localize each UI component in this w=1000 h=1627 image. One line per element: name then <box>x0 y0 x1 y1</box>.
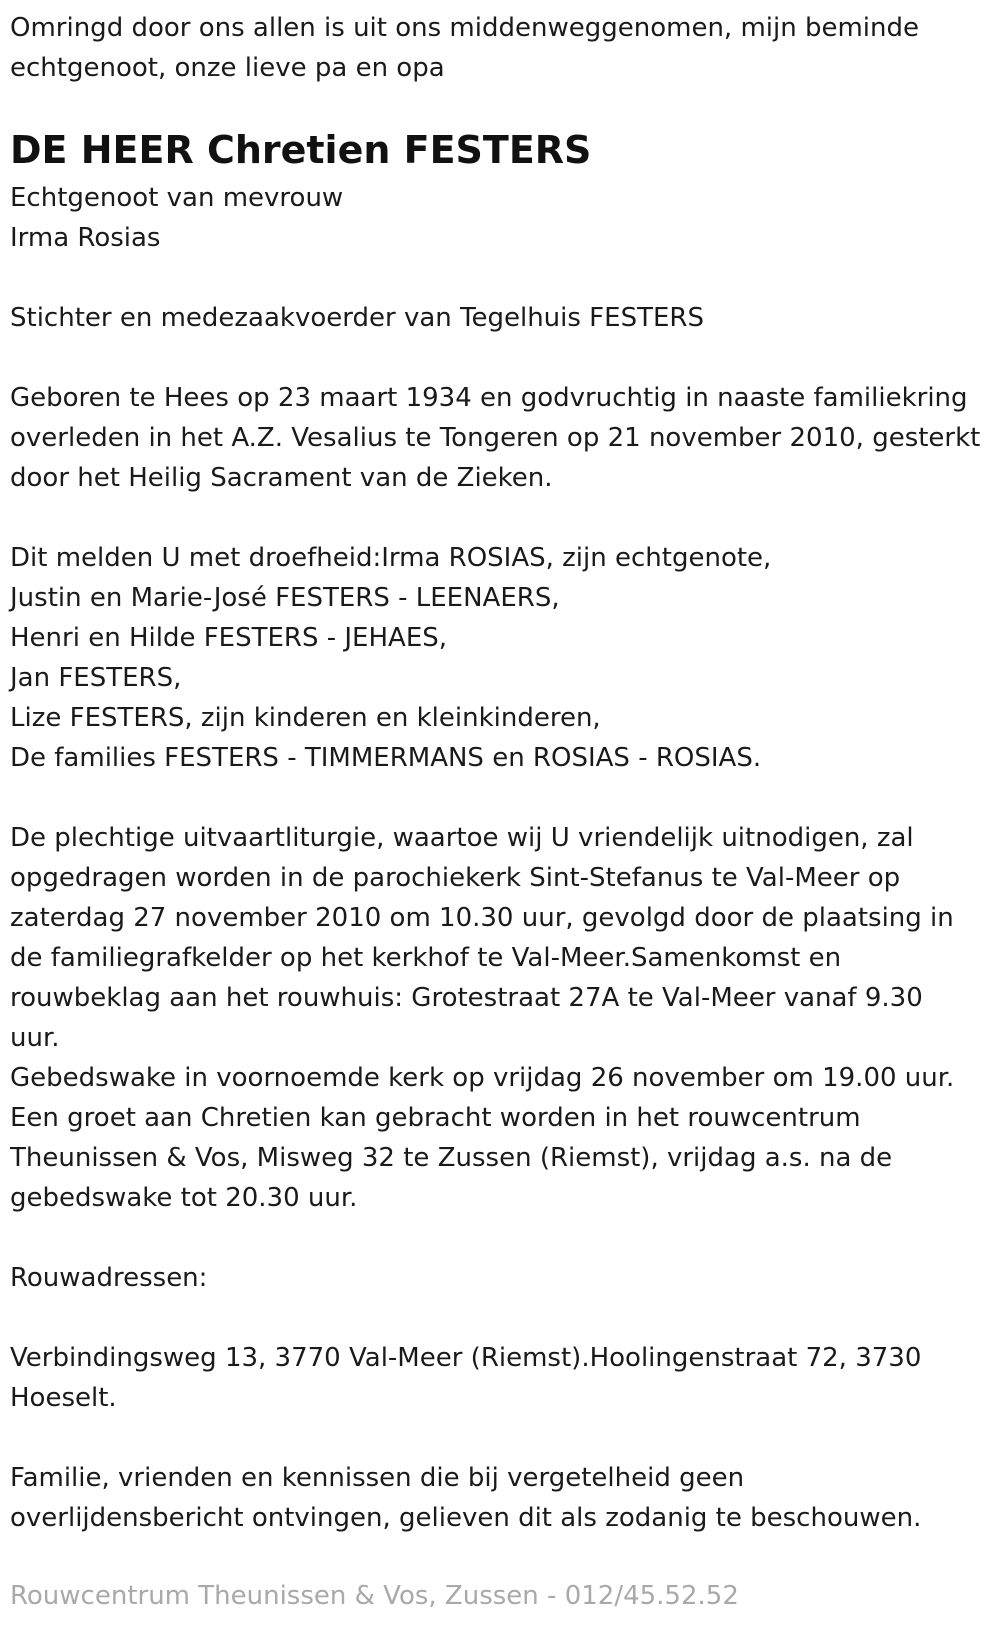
family-line: De families FESTERS - TIMMERMANS en ROSIAS - ROSIAS. <box>10 743 762 773</box>
intro-line: Omringd door ons allen is uit ons middenweggenomen, mijn beminde <box>10 13 919 43</box>
funeral-line: De plechtige uitvaartliturgie, waartoe wij U vriendelijk uitnodigen, zal <box>10 823 914 853</box>
spouse-line: Echtgenoot van mevrouw <box>10 183 344 213</box>
family-line: Henri en Hilde FESTERS - JEHAES, <box>10 623 448 653</box>
family-line: Lize FESTERS, zijn kinderen en kleinkinderen, <box>10 703 601 733</box>
funeral-line: de familiegrafkelder op het kerkhof te Val-Meer.Samenkomst en <box>10 943 842 973</box>
funeral-line: Theunissen & Vos, Misweg 32 te Zussen (Riemst), vrijdag a.s. na de <box>10 1143 893 1173</box>
funeral-line: uur. <box>10 1023 60 1053</box>
birth-death-line: overleden in het A.Z. Vesalius te Tongeren op 21 november 2010, gesterkt <box>10 423 981 453</box>
funeral-line: rouwbeklag aan het rouwhuis: Grotestraat 27A te Val-Meer vanaf 9.30 <box>10 983 923 1013</box>
family-section <box>10 538 990 778</box>
closing-section <box>10 1458 990 1538</box>
address-line: Verbindingsweg 13, 3770 Val-Meer (Riemst).Hoolingenstraat 72, 3730 <box>10 1343 922 1373</box>
funeral-line: Een groet aan Chretien kan gebracht worden in het rouwcentrum <box>10 1103 861 1133</box>
spouse-line: Irma Rosias <box>10 223 161 253</box>
family-line: Justin en Marie-José FESTERS - LEENAERS, <box>10 583 560 613</box>
address-line: Hoeselt. <box>10 1383 117 1413</box>
intro-section <box>10 8 990 88</box>
family-line: Dit melden U met droefheid:Irma ROSIAS, zijn echtgenote, <box>10 543 772 573</box>
funeral-line: zaterdag 27 november 2010 om 10.30 uur, gevolgd door de plaatsing in <box>10 903 954 933</box>
addresses-label: Rouwadressen: <box>10 1263 208 1293</box>
addresses-section <box>10 1338 990 1418</box>
closing-line: Familie, vrienden en kennissen die bij vergetelheid geen <box>10 1463 745 1493</box>
funeral-line: opgedragen worden in de parochiekerk Sint-Stefanus te Val-Meer op <box>10 863 901 893</box>
family-line: Jan FESTERS, <box>10 663 182 693</box>
birth-death-section <box>10 378 990 498</box>
funeral-line: Gebedswake in voornoemde kerk op vrijdag 26 november om 19.00 uur. <box>10 1063 955 1093</box>
funeral-line: gebedswake tot 20.30 uur. <box>10 1183 358 1213</box>
closing-line: overlijdensbericht ontvingen, gelieven dit als zodanig te beschouwen. <box>10 1503 922 1533</box>
occupation-line: Stichter en medezaakvoerder van Tegelhuis FESTERS <box>10 303 704 333</box>
birth-death-line: door het Heilig Sacrament van de Zieken. <box>10 463 553 493</box>
spouse-section <box>10 178 990 258</box>
funeral-home-footer: Rouwcentrum Theunissen & Vos, Zussen - 012/45.52.52 <box>10 1581 739 1611</box>
birth-death-line: Geboren te Hees op 23 maart 1934 en godvruchtig in naaste familiekring <box>10 383 968 413</box>
funeral-section <box>10 818 990 1218</box>
intro-line: echtgenoot, onze lieve pa en opa <box>10 53 445 83</box>
deceased-name: DE HEER Chretien FESTERS <box>10 128 592 172</box>
